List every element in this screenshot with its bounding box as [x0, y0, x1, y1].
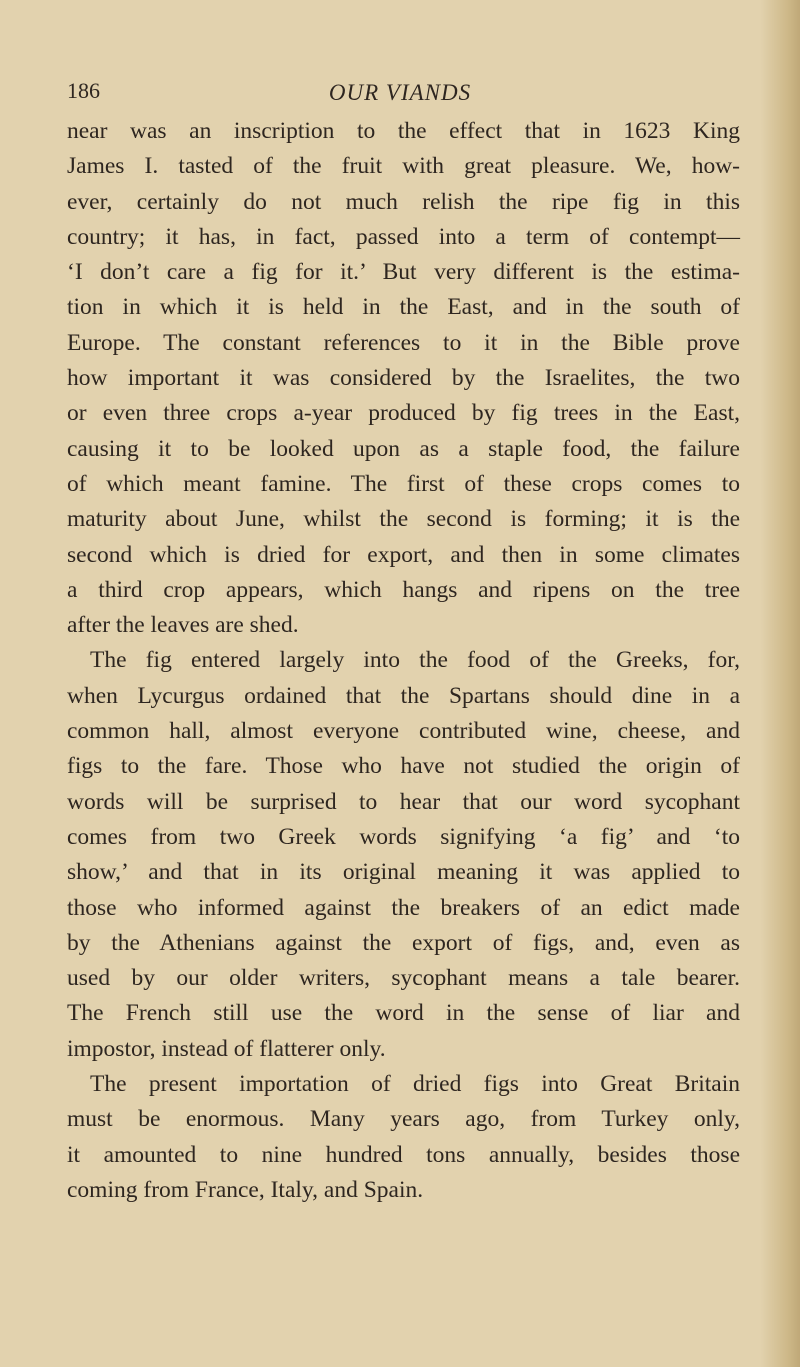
text-line: a third crop appears, which hangs and ripens on the tree	[67, 576, 740, 603]
text-line: how important it was considered by the Israelites, the two	[67, 365, 740, 392]
text-line: by the Athenians against the export of figs, and, even as	[67, 929, 740, 956]
text-line: Europe. The constant references to it in the Bible prove	[67, 329, 740, 356]
text-line: coming from France, Italy, and Spain.	[67, 1176, 424, 1203]
text-line: tion in which it is held in the East, and in the south of	[67, 294, 740, 321]
text-line: causing it to be looked upon as a staple food, the failure	[67, 435, 740, 462]
text-line: The French still use the word in the sense of liar and	[67, 1000, 740, 1027]
text-line: must be enormous. Many years ago, from Turkey only,	[67, 1106, 740, 1133]
text-line: or even three crops a-year produced by fig trees in the East,	[67, 400, 740, 427]
text-line: ever, certainly do not much relish the ripe fig in this	[67, 188, 740, 215]
text-line: used by our older writers, sycophant means a tale bearer.	[67, 965, 740, 992]
text-line: it amounted to nine hundred tons annually, besides those	[67, 1141, 740, 1168]
text-line: when Lycurgus ordained that the Spartans should dine in a	[67, 682, 740, 709]
page-number: 186	[67, 78, 100, 103]
running-title: OUR VIANDS	[328, 80, 472, 105]
text-line: common hall, almost everyone contributed wine, cheese, and	[67, 718, 740, 745]
text-line: show,’ and that in its original meaning it was applied to	[67, 859, 740, 886]
text-line: James I. tasted of the fruit with great pleasure. We, how-	[67, 153, 740, 180]
body-text	[67, 114, 740, 1208]
text-line: The fig entered largely into the food of the Greeks, for,	[90, 647, 740, 674]
text-line: figs to the fare. Those who have not studied the origin of	[67, 753, 740, 780]
text-line: ‘I don’t care a fig for it.’ But very different is the estima-	[67, 259, 740, 286]
text-line: comes from two Greek words signifying ‘a fig’ and ‘to	[67, 823, 740, 850]
text-line: words will be surprised to hear that our word sycophant	[67, 788, 740, 815]
text-line: those who informed against the breakers of an edict made	[67, 894, 740, 921]
text-line: second which is dried for export, and then in some climates	[67, 541, 740, 568]
text-line: maturity about June, whilst the second is forming; it is the	[67, 506, 740, 533]
page-edge-shadow	[760, 0, 800, 1367]
text-line: after the leaves are shed.	[67, 612, 299, 639]
text-line: of which meant famine. The first of these crops comes to	[67, 470, 740, 497]
text-line: near was an inscription to the effect that in 1623 King	[67, 118, 740, 144]
text-line: country; it has, in fact, passed into a term of contempt—	[67, 223, 740, 250]
text-line: impostor, instead of flatterer only.	[67, 1035, 386, 1062]
text-line: The present importation of dried figs into Great Britain	[90, 1071, 740, 1098]
